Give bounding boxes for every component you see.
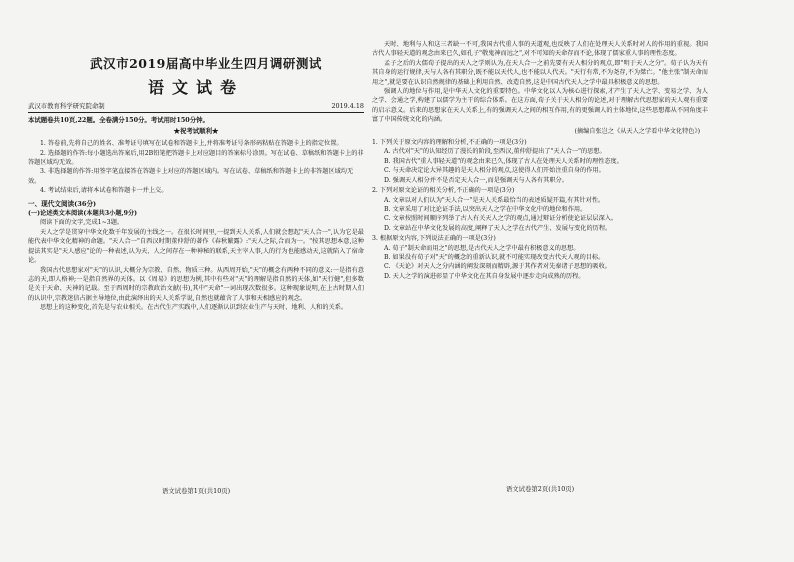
subject-title: 语文试卷 (147, 78, 244, 97)
organization: 武汉市教育科学研究院命制 (28, 102, 105, 110)
org-date-row (28, 102, 364, 113)
exam-page-1 (28, 42, 364, 502)
good-luck-line: ★祝考试顺利★ (173, 126, 219, 135)
answer-option: D. 天人之学的演进彰显了中华文化在其自身发展中逐步走向成熟的历程。 (384, 272, 585, 280)
question-block (372, 234, 708, 281)
passage-paragraph: 天人之学是贯穿中华文化数千年发展的主线之一。在很长时间里,一提到天人关系,人们就会想起"天人合一",认为它是最能代表中华文化精神的命题。"天人合一"自西汉时期董仲舒的著作《春秋繁露》:"天人之际,合而为一。"按其思想本意,这种提法其实是"天人感应"论的一种表述,认为天、人之间存在一种神秘的联系,天主宰人事,人的行为也能感动天,这就陷入了宿命论。 (28, 228, 364, 265)
passage-paragraph: 我国古代思想家对"天"的认识,大概分为宗教、自然、物质三种。从西周开始,"天"的概念有两种不同的意义:一是指有意志的天,即人格神;一是指自然界的天体。以《周易》的思想为例,其中有些对"天"的理解是指自然的天体,如"天行健",但多数是关于天命、天神的记载。至于西周时的宗教政治文献(书),其中"天命"一词出现次数很多。这种现象说明,在上古时期人们的认识中,宗教迷信占据主导地位,由此演绎出的天人关系学说,自然也就蕴含了人事和天相感应的观念。 (28, 266, 364, 302)
passage-source: (摘编自张岂之《从天人之学看中华文化特色》) (574, 127, 700, 135)
answer-option: A. 古代对"天"的认知经历了漫长的阶段,至西汉,董仲舒提出了"天人合一"的思想。 (384, 148, 606, 156)
answer-option: C. 《天论》对天人之分内涵的阐发深刻而精辟,源于其作者对先秦诸子思想的吸收。 (384, 263, 611, 271)
question-stem: 1. 下列关于原文内容的理解和分析,不正确的一项是(3分) (372, 139, 527, 147)
passage-paragraph: 强调人的地位与作用,是中华天人文化的重要特色。中华文化以人为核心进行探索,才产生了天人之学、变易之学、为人之学、会通之学,构建了以儒学为主干的综合体系。在这方面,荀子关于天人相分的论述,对于理解古代思想家的天人观有重要的启示意义。后来的思想家在天人关系上,有的强调天人之间的相互作用,有的更强调人的主体地位,这些思想都从不同角度丰富了中国传统文化的内涵。 (372, 88, 708, 124)
passage-paragraph: 思想上的这种变化,首先是与农业相关。在古代生产实践中,人们逐渐认识到农业生产与天时、地利、人和的关系。 (40, 304, 348, 312)
answer-option: D. 强调天人相分并不是否定天人合一,而是强调天与人各有其职分。 (384, 176, 568, 184)
notice-item: 3. 非选择题的作答:用签字笔直接答在答题卡上对应的答题区域内。写在试卷、草稿纸和答题卡上的非答题区域均无效。 (28, 168, 354, 185)
question-stem: 3. 根据原文内容,下列说法正确的一项是(3分) (372, 235, 496, 243)
answer-option: C. 文章按照时间顺序列举了古人有关天人之学的观点,通过辩证分析使论证层层深入。 (384, 215, 618, 223)
answer-option: A. 荀子"制天命而用之"的思想,是古代天人之学中最有积极意义的思想。 (384, 244, 580, 252)
passage-paragraph: 孟子之后的大儒荀子提出的天人之学则认为,在天人合一之前先要有天人相分的观点,即"明于天人之分"。荀子认为天有其自身的运行规律,天与人各有其职分,既不能以天代人,也不能以人代天。"天行有常,不为尧存,不为桀亡。"他主张"制天命而用之",就是要在认识自然规律的基础上利用自然、改造自然,这是中国古代天人之学中最具积极意义的思想。 (372, 59, 708, 86)
section-title: 一、现代文阅读(36分) (28, 199, 97, 208)
question-block (372, 186, 708, 233)
exam-title: 武汉市2019届高中毕业生四月调研测试 (90, 56, 322, 71)
answer-option: B. 文章采用了对比论证手法,以突出天人之学在中华文化中的地位和作用。 (384, 205, 587, 213)
subsection-title: (一)论述类文本阅读(本题共3小题,9分) (28, 210, 138, 218)
exam-page-2 (372, 40, 708, 500)
answer-option: B. 我国古代"重人事轻天道"的观念由来已久,体现了古人在处理天人关系时的理性态度。 (384, 157, 623, 165)
page-footer: 语文试卷第1页(共10页) (161, 486, 231, 495)
passage-paragraph: 天时、地利与人和这三者缺一不可,我国古代重人事的天道观,也反映了人们在处理天人关系时对人的作用的重视。我国古代人事轻天道的观念由来已久,如孔子"敬鬼神而远之",对不可知的天命存而不论,体现了儒家重人事的理性态度。 (372, 41, 708, 58)
question-block (372, 138, 708, 185)
answer-option: C. 与天命决定论大异其趣的是天人相分的观点,这使得人们开始注重自身的作用。 (384, 167, 605, 175)
notice-item: 1. 答卷前,先将自己的姓名、准考证号填写在试卷和答题卡上,并将准考证号条形码粘贴在答题卡上的指定位置。 (40, 140, 343, 148)
page-footer: 语文试卷第2页(共10页) (505, 484, 575, 493)
reading-instruction: 阅读下面的文字,完成1~3题。 (40, 219, 124, 227)
answer-option: D. 文章站在中华文化发展的高度,阐释了天人之学在古代产生、发展与变化的历程。 (384, 224, 612, 232)
answer-option: A. 文章以对人们认为"天人合一"是天人关系最恰当的表述质疑开篇,有其针对性。 (384, 196, 605, 204)
notice-item: 4. 考试结束后,请将本试卷和答题卡一并上交。 (40, 187, 168, 195)
exam-info: 本试题卷共10页,22题。全卷满分150分。考试用时150分钟。 (28, 116, 209, 125)
exam-date: 2019.4.18 (331, 102, 364, 110)
answer-option: B. 如果没有荀子对"天"的概念的重新认识,就不可能实现改变古代天人观的目标。 (384, 253, 605, 261)
question-stem: 2. 下列对原文论证的相关分析,不正确的一项是(3分) (372, 187, 515, 195)
notice-item: 2. 选择题的作答:每小题选出答案后,用2B铅笔把答题卡上对应题目的答案标号涂黑。写在试卷、草稿纸和答题卡上的非答题区域均无效。 (28, 149, 364, 167)
